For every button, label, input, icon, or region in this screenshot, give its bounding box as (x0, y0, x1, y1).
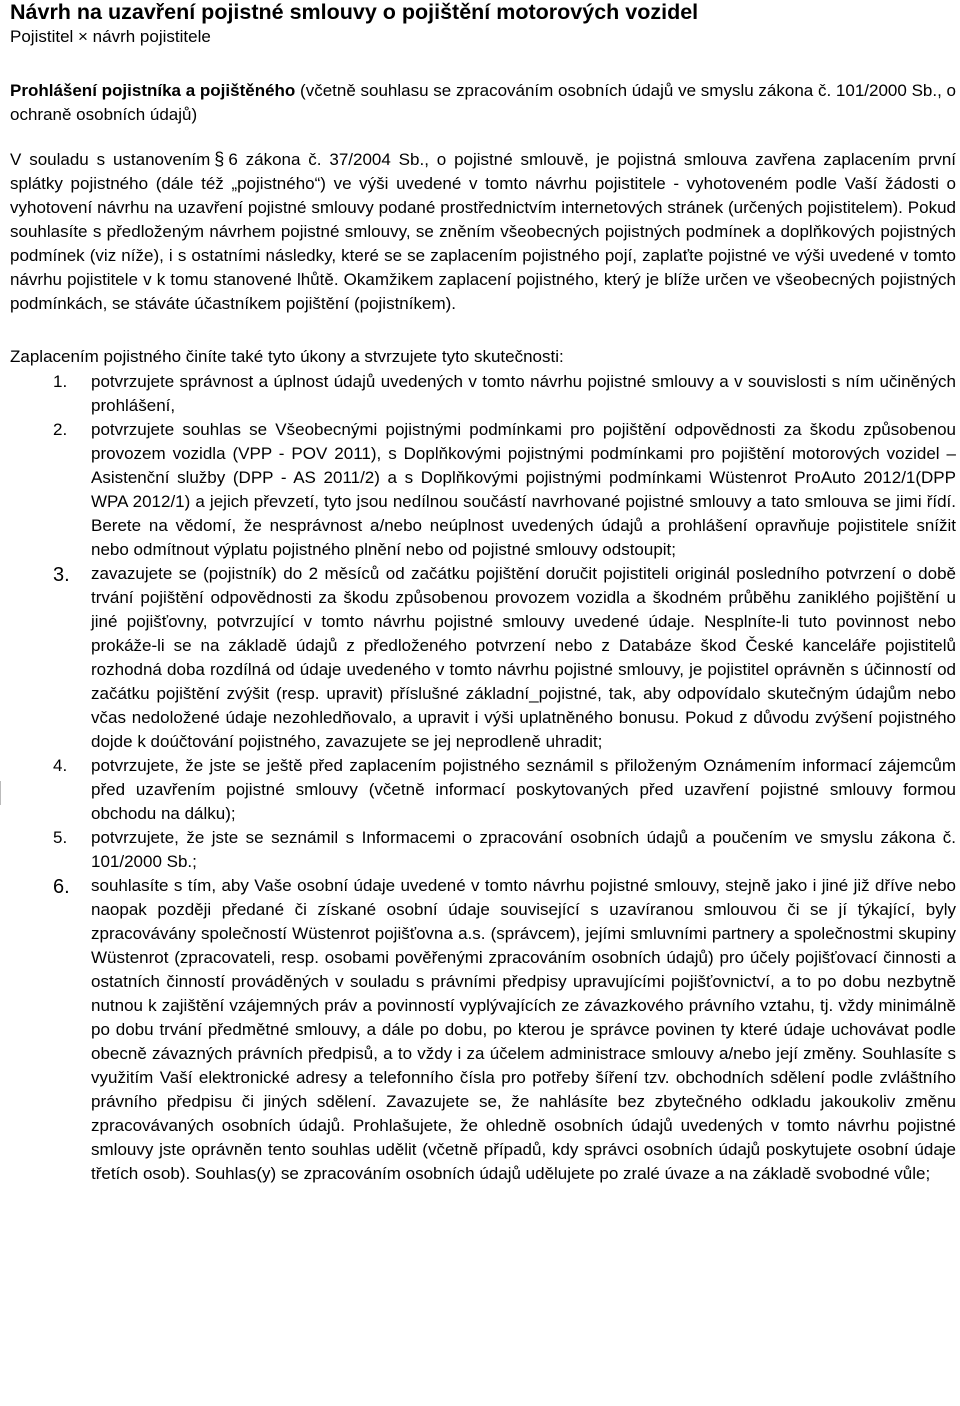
list-item-number: 4. (53, 756, 68, 775)
list-item-text: souhlasíte s tím, aby Vaše osobní údaje uvedené v tomto návrhu pojistné smlouvy, stejně jako i jiné již dříve nebo naopak později předané či získané osobní údaje související s uzavíranou smlouvou či se jí týkající, byly zpracovávány společností Wüstenrot pojišťovna a.s. (správcem), jejími smluvními partnery a společnostmi skupiny Wüstenrot (zpracovateli, resp. osobami pověřenými zpracováním osobních údajů) pro účely pojišťovací činnosti a ostatních činností prováděných v souladu s právními předpisy upravujícími pojišťovnictví, a to po dobu nezbytně nutnou k zajištění vzájemných práv a povinností vyplývajících ze závazkového právního vztahu, tj. vždy minimálně po dobu trvání předmětné smlouvy, a dále po dobu, po kterou je správce povinen ty které údaje uchovávat podle obecně závazných právních předpisů, a to vždy i za účelem administrace smlouvy a/nebo její změny. Souhlasíte s využitím Vaší elektronické adresy a telefonního čísla pro potřeby šíření tzv. obchodních sdělení podle zvláštního právního předpisu či jiných sdělení. Zavazujete se, že nahlásíte bez zbytečného odkladu jakoukoliv změnu zpracovávaných osobních údajů. Prohlašujete, že ohledně osobních údajů uvedených v tomto návrhu pojistné smlouvy jste oprávněn tento souhlas udělit (včetně případů, kdy správci osobních údajů poskytujete osobní údaje třetích osob). Souhlas(y) se zpracováním osobních údajů udělujete po zralé úvaze a na základě svobodné vůle; (91, 876, 956, 1183)
list-item (10, 370, 956, 418)
declaration-bold: Prohlášení pojistníka a pojištěného (10, 81, 296, 100)
document-title: Návrh na uzavření pojistné smlouvy o pojištění motorových vozidel (10, 0, 699, 24)
list-item-number: 5. (53, 828, 68, 847)
list-item-number: 3. (53, 564, 70, 586)
list-item-text: potvrzujete, že jste se seznámil s Informacemi o zpracování osobních údajů a poučením ve smyslu zákona č. 101/2000 Sb.; (91, 828, 956, 871)
document-page (10, 0, 956, 1186)
section-sign: § (214, 149, 225, 169)
accordance-before: V souladu s ustanovením (10, 150, 211, 169)
list-item-text: potvrzujete, že jste se ještě před zaplacením pojistného seznámil s přiloženým Oznámením informací zájemcům před uzavřením pojistné smlouvy (včetně informací poskytovaných před uzavření pojistné smlouvy formou obchodu na dálku); (91, 756, 956, 823)
list-item (10, 874, 956, 1186)
list-item-number: 1. (53, 372, 68, 391)
list-item (10, 418, 956, 562)
list-item-number: 2. (53, 420, 68, 439)
list-item (10, 754, 956, 826)
obligations-list (10, 370, 956, 1186)
list-item-number: 6. (53, 876, 70, 898)
list-item (10, 562, 956, 754)
declaration-rest: (včetně souhlasu se zpracováním osobních údajů ve smyslu zákona č. 101/2000 Sb., o ochraně osobních údajů) (10, 81, 956, 124)
margin-mark (0, 781, 1, 805)
document-subtitle: Pojistitel × návrh pojistitele (10, 27, 211, 46)
accordance-after: 6 zákona č. 37/2004 Sb., o pojistné smlouvě, je pojistná smlouva zavřena zaplacením první splátky pojistného (dále též „pojistného“) ve výši uvedené v tomto návrhu pojistitele - vyhotoveném podle Vaší žádosti o vyhotovení návrhu na uzavření pojistné smlouvy podané prostřednictvím internetových stránek (určených pojistitelem). Pokud souhlasíte s předloženým návrhem pojistné smlouvy, se zněním všeobecných pojistných podmínek a doplňkových pojistných podmínek (viz níže), i s ostatními následky, které se se zaplacením pojistného pojí, zaplaťte pojistné ve výši uvedené v tomto návrhu pojistitele v k tomu stanovené lhůtě. Okamžikem zaplacení pojistného, který je blíže určen ve všeobecných pojistných podmínkách, se stáváte účastníkem pojištění (pojistníkem). (10, 150, 956, 313)
list-intro: Zaplacením pojistného činíte také tyto úkony a stvrzujete tyto skutečnosti: (10, 347, 564, 366)
accordance-paragraph (10, 147, 956, 316)
list-item-text: potvrzujete souhlas se Všeobecnými pojistnými podmínkami pro pojištění odpovědnosti za škodu způsobenou provozem vozidla (VPP - POV 2011), s Doplňkovými pojistnými podmínkami pro pojištění motorových vozidel – Asistenční služby (DPP - AS 2011/2) a s Doplňkovými pojistnými podmínkami Wüstenrot ProAuto 2012/1(DPP WPA 2012/1) a jejich převzetí, tyto jsou nedílnou součástí navrhované pojistné smlouvy a tato smlouva se jimi řídí. Berete na vědomí, že nesprávnost a/nebo neúplnost uvedených údajů a prohlášení opravňuje pojistitele snížit nebo odmítnout výplatu pojistného plnění nebo od pojistné smlouvy odstoupit; (91, 420, 956, 559)
list-item (10, 826, 956, 874)
list-item-text: zavazujete se (pojistník) do 2 měsíců od začátku pojištění doručit pojistiteli originál posledního potvrzení o době trvání pojištění odpovědnosti za škodu způsobenou provozem vozidla a škodném průběhu zaniklého pojištění u jiné pojišťovny, potvrzující v tomto návrhu pojistné smlouvy uvedené údaje. Nesplníte-li tuto povinnost nebo prokáže-li se na základě údajů z předloženého potvrzení nebo z Databáze škod České kanceláře pojistitelů rozhodná doba rozdílná od údaje uvedeného v tomto návrhu pojistné smlouvy, je pojistitel oprávněn s účinností od začátku pojištění zvýšit (resp. upravit) příslušné základní_pojistné, tak, aby odpovídalo skutečným údajům nebo včas nedoložené údaje nezohledňovalo, a upravit i výši uplatněného bonusu. Pokud z důvodu zvýšení pojistného dojde k doúčtování pojistného, zavazujete se jej neprodleně uhradit; (91, 564, 956, 751)
declaration-heading (10, 79, 956, 127)
list-item-text: potvrzujete správnost a úplnost údajů uvedených v tomto návrhu pojistné smlouvy a v souvislosti s ním učiněných prohlášení, (91, 372, 956, 415)
